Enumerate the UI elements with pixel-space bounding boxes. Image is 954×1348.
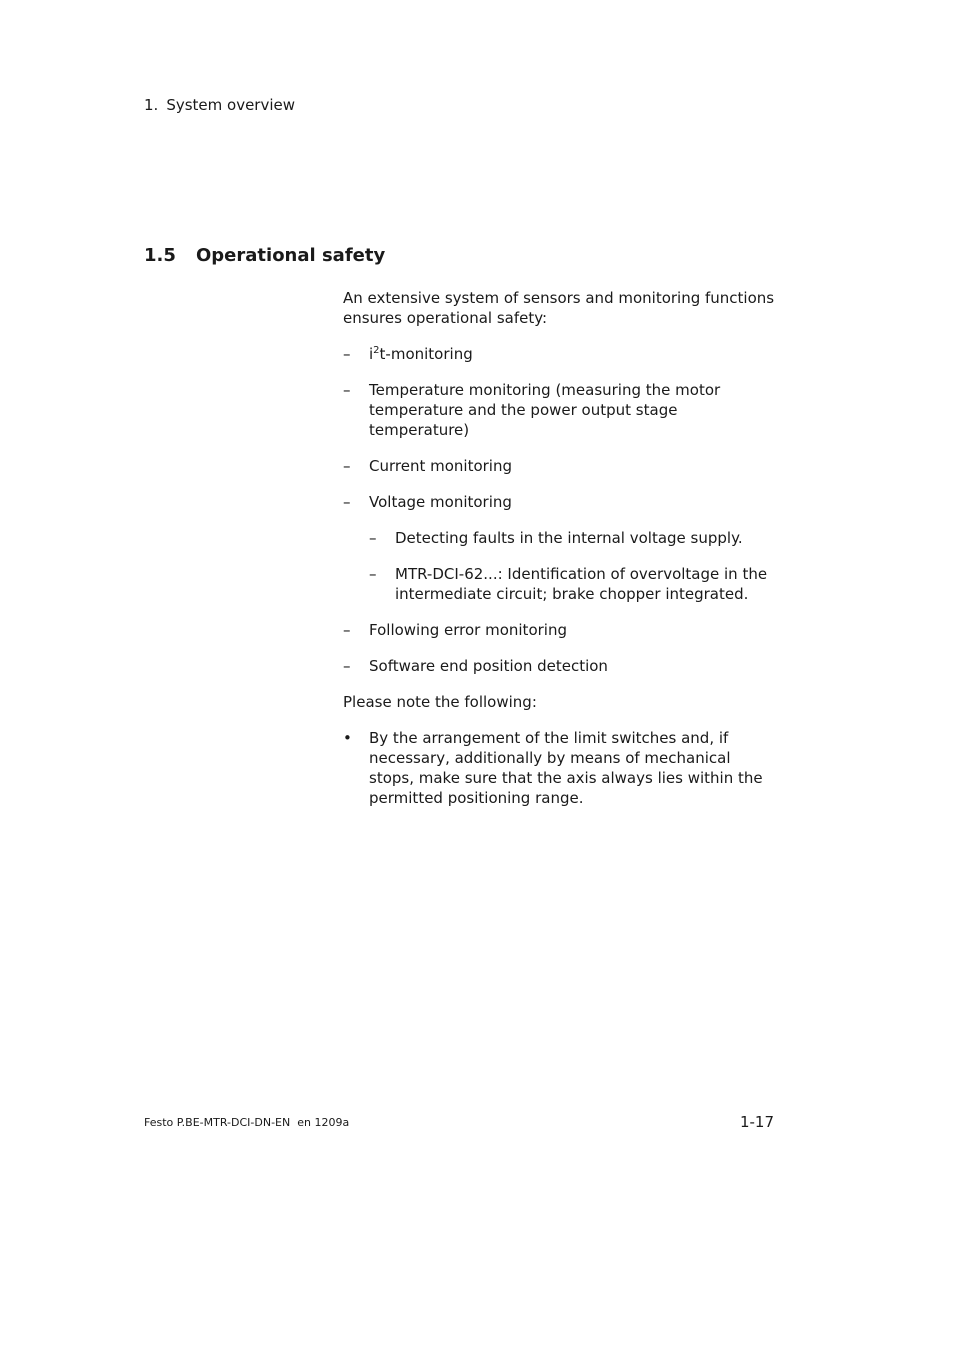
temperature-text: Temperature monitoring (measuring the motor temperature and the power output stage temperature) <box>369 381 721 439</box>
dash-marker: – <box>343 457 351 475</box>
list-item-temperature <box>343 380 775 440</box>
internal-supply-text: Detecting faults in the internal voltage supply. <box>395 529 743 547</box>
note-list <box>343 728 775 808</box>
note-intro: Please note the following: <box>343 693 537 711</box>
dash-marker: – <box>369 565 377 583</box>
dash-marker: – <box>343 657 351 675</box>
sublist-item-internal-supply <box>369 528 775 548</box>
following-error-text: Following error monitoring <box>369 621 567 639</box>
dash-marker: – <box>343 493 351 511</box>
i2t-superscript: 2 <box>373 345 380 356</box>
running-header <box>144 95 295 115</box>
monitoring-list <box>343 344 775 676</box>
sublist-item-overvoltage <box>369 564 775 604</box>
i2t-base: i <box>369 345 374 363</box>
dash-marker: – <box>369 529 377 547</box>
dash-marker: – <box>343 345 351 363</box>
note-item-text: By the arrangement of the limit switches and, if necessary, additionally by means of mechanical stops, make sure that the axis always lies within the permitted positioning range. <box>369 729 763 807</box>
i2t-rest: t-monitoring <box>379 345 473 363</box>
section-heading <box>144 244 385 268</box>
voltage-sublist <box>369 528 775 604</box>
voltage-text: Voltage monitoring <box>369 493 512 511</box>
bullet-marker: • <box>343 729 352 747</box>
footer-page-number: 1-17 <box>739 1113 774 1131</box>
list-item-voltage <box>343 492 775 604</box>
note-item <box>343 728 775 808</box>
current-text: Current monitoring <box>369 457 512 475</box>
list-item-i2t <box>343 344 775 364</box>
chapter-title: System overview <box>166 96 296 114</box>
footer-document-id: Festo P.BE-MTR-DCI-DN-EN en 1209a <box>144 1116 350 1129</box>
intro-paragraph: An extensive system of sensors and monitoring functions ensures operational safety: <box>343 289 775 327</box>
section-title: Operational safety <box>196 245 386 266</box>
list-item-following-error <box>343 620 775 640</box>
chapter-number: 1. <box>144 96 159 114</box>
software-end-text: Software end position detection <box>369 657 608 675</box>
dash-marker: – <box>343 381 351 399</box>
section-body <box>343 288 775 824</box>
dash-marker: – <box>343 621 351 639</box>
section-number: 1.5 <box>144 245 176 266</box>
overvoltage-text: MTR-DCI-62...: Identification of overvoltage in the intermediate circuit; brake chopper integrated. <box>395 565 768 603</box>
list-item-current <box>343 456 775 476</box>
list-item-software-end <box>343 656 775 676</box>
